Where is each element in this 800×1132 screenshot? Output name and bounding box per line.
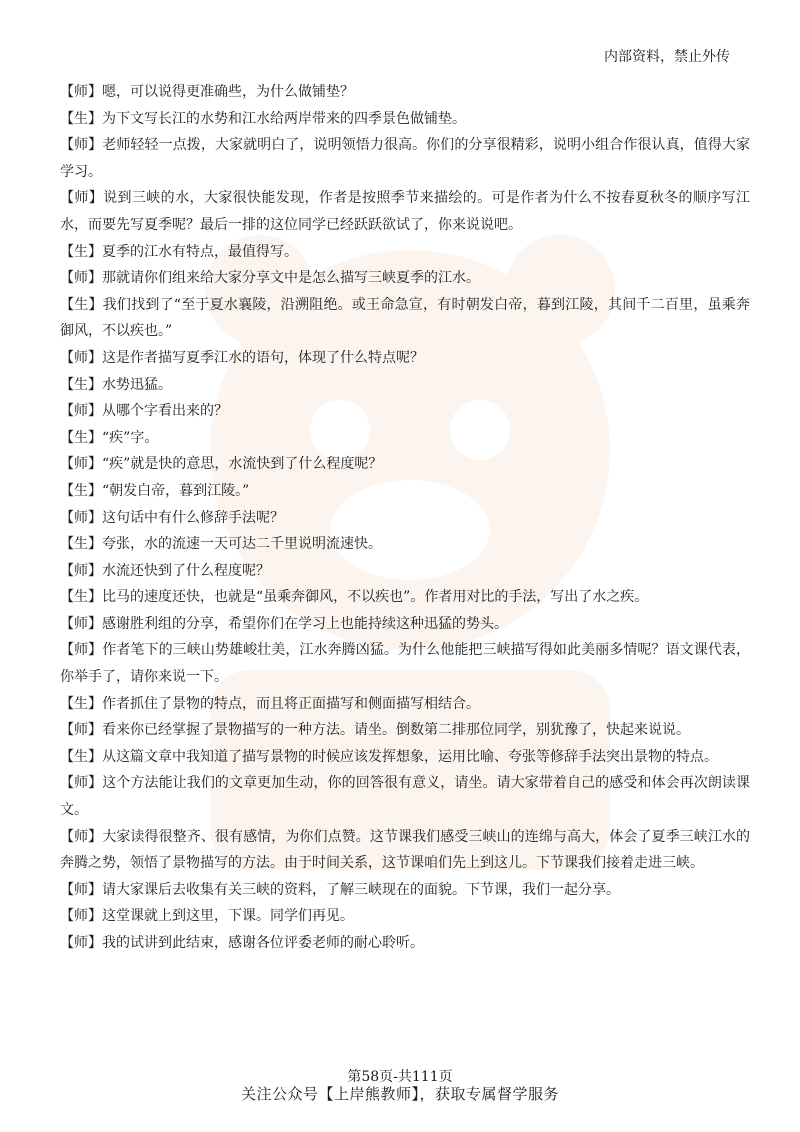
paragraph: 【师】老师轻轻一点拨，大家就明白了，说明领悟力很高。你们的分享很精彩，说明小组合作很认真，值得大家学习。 (60, 137, 750, 180)
paragraph: 【生】“疾”字。 (60, 429, 159, 446)
paragraph: 【师】嗯，可以说得更准确些，为什么做铺垫？ (60, 84, 354, 100)
paragraph: 【生】夸张，水的流速一天可达二千里说明流速快。 (60, 536, 382, 553)
paragraph: 【师】请大家课后去收集有关三峡的资料，了解三峡现在的面貌。下节课，我们一起分享。 (60, 881, 620, 898)
paragraph: 【师】“疾”就是快的意思，水流快到了什么程度呢？ (60, 456, 383, 473)
paragraph: 【生】作者抓住了景物的特点，而且将正面描写和侧面描写相结合。 (60, 695, 480, 712)
paragraph: 【师】看来你已经掌握了景物描写的一种方法。请坐。倒数第二排那位同学，别犹豫了，快起来说说。 (60, 722, 690, 739)
confidential-notice: 内部资料，禁止外传 (604, 49, 730, 65)
paragraph: 【生】“朝发白帝，暮到江陵。” (60, 482, 250, 499)
paragraph: 【生】水势迅猛。 (60, 376, 172, 393)
paragraph: 【师】作者笔下的三峡山势雄峻壮美，江水奔腾凶猛。为什么他能把三峡描写得如此美丽多情呢？语文课代表，你举手了，请你来说一下。 (60, 642, 750, 686)
paragraph: 【师】这句话中有什么修辞手法呢？ (60, 509, 284, 526)
paragraph: 【师】这个方法能让我们的文章更加生动，你的回答很有意义，请坐。请大家带着自己的感受和体会再次朗读课文。 (60, 775, 750, 819)
paragraph: 【师】这堂课就上到这里，下课。同学们再见。 (60, 908, 354, 925)
paragraph: 【生】比马的速度还快，也就是“虽乘奔御风，不以疾也”。作者用对比的手法，写出了水之疾。 (60, 589, 649, 606)
page-number: 第58页-共111页 (347, 1069, 453, 1085)
paragraph: 【师】感谢胜利组的分享，希望你们在学习上也能持续这种迅猛的势头。 (60, 615, 508, 632)
paragraph: 【师】这是作者描写夏季江水的语句，体现了什么特点呢？ (60, 349, 424, 366)
paragraph: 【生】为下文写长江的水势和江水给两岸带来的四季景色做铺垫。 (60, 110, 466, 127)
paragraph: 【生】我们找到了“至于夏水襄陵，沿溯阻绝。或王命急宣，有时朝发白帝，暮到江陵，其间千二百里，虽乘奔御风，不以疾也。” (60, 296, 750, 340)
paragraph: 【生】夏季的江水有特点，最值得写。 (60, 243, 298, 260)
footer-promo-note: 关注公众号【上岸熊教师】，获取专属督学服务 (240, 1085, 559, 1103)
paragraph: 【师】我的试讲到此结束，感谢各位评委老师的耐心聆听。 (60, 935, 424, 951)
paragraph: 【生】从这篇文章中我知道了描写景物的时候应该发挥想象，运用比喻、夸张等修辞手法突出景物的特点。 (60, 748, 718, 765)
paragraph: 【师】水流还快到了什么程度呢？ (60, 562, 270, 579)
transcript-body (60, 79, 750, 957)
paragraph: 【师】从哪个字看出来的？ (60, 403, 228, 420)
paragraph: 【师】那就请你们组来给大家分享文中是怎么描写三峡夏季的江水。 (60, 270, 480, 287)
paragraph: 【师】说到三峡的水，大家很快能发现，作者是按照季节来描绘的。可是作者为什么不按春夏秋冬的顺序写江水，而要先写夏季呢？最后一排的这位同学已经跃跃欲试了，你来说说吧。 (60, 190, 750, 233)
paragraph: 【师】大家读得很整齐、很有感情，为你们点赞。这节课我们感受三峡山的连绵与高大，体会了夏季三峡江水的奔腾之势，领悟了景物描写的方法。由于时间关系，这节课咱们先上到这儿。下节课我们接着走进三峡。 (60, 828, 750, 872)
